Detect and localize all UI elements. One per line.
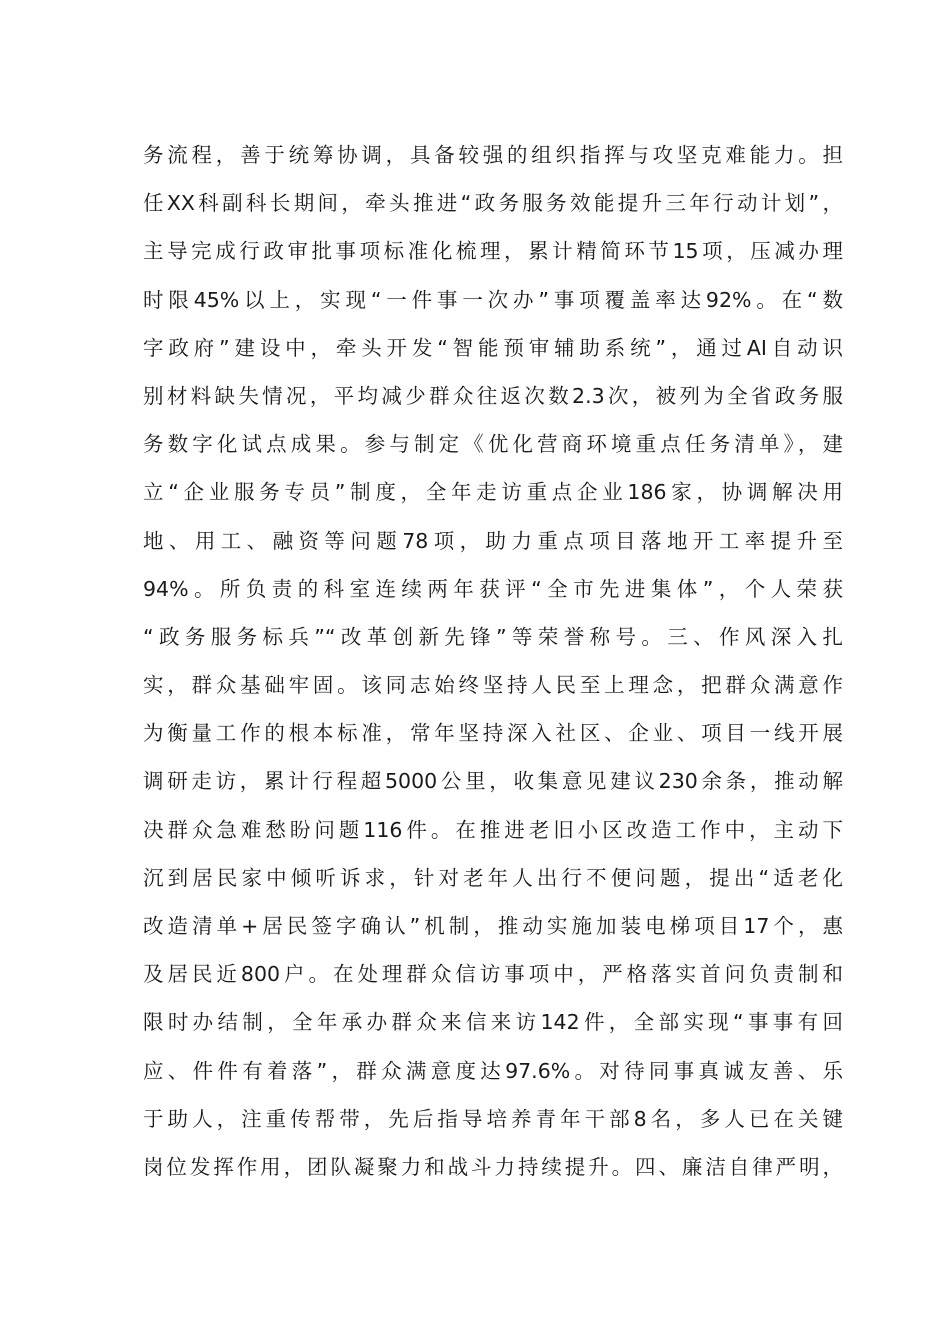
text-line-17: 改造清单+居民签字确认”机制，推动实施加装电梯项目17个，惠 bbox=[143, 914, 843, 938]
text-line-7: 务数字化试点成果。参与制定《优化营商环境重点任务清单》，建 bbox=[143, 432, 843, 457]
text-line-6: 别材料缺失情况，平均减少群众往返次数2.3次，被列为全省政务服 bbox=[143, 383, 843, 408]
text-line-18: 及居民近800户。在处理群众信访事项中，严格落实首问负责制和 bbox=[143, 962, 843, 987]
text-line-8: 立“企业服务专员”制度，全年走访重点企业186家，协调解决用 bbox=[143, 480, 843, 505]
text-line-5: 字政府”建设中，牵头开发“智能预审辅助系统”，通过AI自动识 bbox=[143, 335, 843, 360]
text-line-13: 为衡量工作的根本标准，常年坚持深入社区、企业、项目一线开展 bbox=[143, 721, 843, 746]
text-line-22: 岗位发挥作用，团队凝聚力和战斗力持续提升。四、廉洁自律严明， bbox=[143, 1154, 843, 1179]
text-line-10: 94%。所负责的科室连续两年获评“全市先进集体”，个人荣获 bbox=[143, 576, 843, 601]
text-line-9: 地、用工、融资等问题78项，助力重点项目落地开工率提升至 bbox=[143, 528, 843, 553]
body-paragraph bbox=[143, 131, 843, 1191]
text-line-20: 应、件件有着落”，群众满意度达97.6%。对待同事真诚友善、乐 bbox=[143, 1058, 843, 1083]
text-line-3: 主导完成行政审批事项标准化梳理，累计精简环节15项，压减办理 bbox=[143, 239, 843, 264]
text-line-16: 沉到居民家中倾听诉求，针对老年人出行不便问题，提出“适老化 bbox=[143, 865, 843, 890]
text-line-1: 务流程，善于统筹协调，具备较强的组织指挥与攻坚克难能力。担 bbox=[143, 143, 843, 167]
text-line-15: 决群众急难愁盼问题116件。在推进老旧小区改造工作中，主动下 bbox=[143, 817, 843, 842]
text-line-4: 时限45%以上，实现“一件事一次办”事项覆盖率达92%。在“数 bbox=[143, 287, 843, 312]
text-line-19: 限时办结制，全年承办群众来信来访142件，全部实现“事事有回 bbox=[143, 1010, 843, 1035]
text-line-21: 于助人，注重传帮带，先后指导培养青年干部8名，多人已在关键 bbox=[143, 1106, 843, 1131]
text-line-12: 实，群众基础牢固。该同志始终坚持人民至上理念，把群众满意作 bbox=[143, 673, 843, 698]
text-line-2: 任XX科副科长期间，牵头推进“政务服务效能提升三年行动计划”， bbox=[143, 191, 843, 216]
text-line-11: “政务服务标兵”“改革创新先锋”等荣誉称号。三、作风深入扎 bbox=[143, 624, 843, 649]
text-line-14: 调研走访，累计行程超5000公里，收集意见建议230余条，推动解 bbox=[143, 769, 843, 794]
